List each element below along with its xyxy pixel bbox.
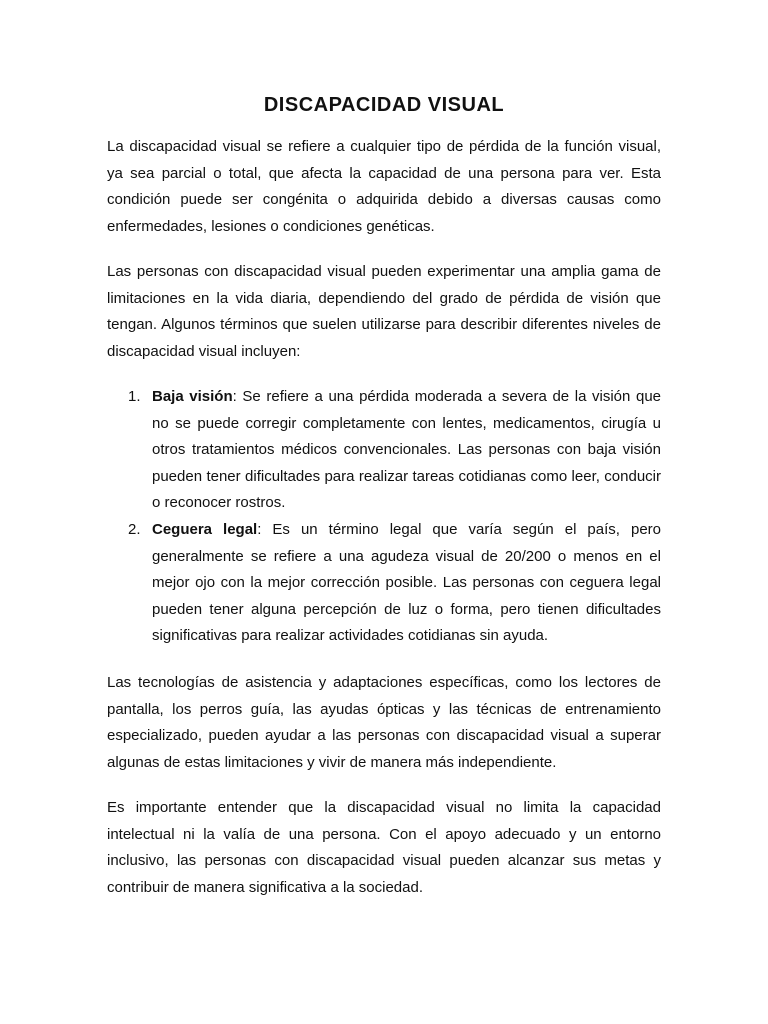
paragraph-assistive-technology: Las tecnologías de asistencia y adaptaciones específicas, como los lectores de pantalla, los perros guía, las ayudas ópticas y las técnicas de entrenamiento especializado, pueden ayudar a las personas con discapacidad visual a superar algunas de estas limitaciones y vivir de manera más independiente.: [107, 674, 661, 771]
list-item-text: : Es un término legal que varía según el país, pero generalmente se refiere a una agudeza visual de 20/200 o menos en el mejor ojo con la mejor corrección posible. Las personas con ceguera legal pueden tener alguna percepción de luz o forma, pero tienen dificultades significativas para realizar actividades cotidianas sin ayuda.: [152, 520, 661, 645]
paragraph-limitations: Las personas con discapacidad visual pueden experimentar una amplia gama de limitaciones en la vida diaria, dependiendo del grado de pérdida de visión que tengan. Algunos términos que suelen utilizarse para describir diferentes niveles de discapacidad visual incluyen:: [107, 263, 661, 360]
list-item-number: 1.: [128, 388, 141, 405]
document-title: DISCAPACIDAD VISUAL: [263, 94, 505, 116]
list-item-text: : Se refiere a una pérdida moderada a severa de la visión que no se puede corregir completamente con lentes, medicamentos, cirugía u otros tratamientos médicos convencionales. Las personas con baja visión pueden tener dificultades para realizar tareas cotidianas como leer, conducir o reconocer rostros.: [152, 388, 661, 512]
paragraph-conclusion: Es importante entender que la discapacidad visual no limita la capacidad intelectual ni la valía de una persona. Con el apoyo adecuado y un entorno inclusivo, las personas con discapacidad visual pueden alcanzar sus metas y contribuir de manera significativa a la sociedad.: [107, 799, 661, 896]
list-item-low-vision: [107, 384, 661, 517]
list-item-term: Ceguera legal: [152, 520, 258, 538]
visual-levels-list: [107, 384, 661, 650]
list-item-number: 2.: [128, 520, 141, 538]
paragraph-intro: La discapacidad visual se refiere a cualquier tipo de pérdida de la función visual, ya sea parcial o total, que afecta la capacidad de una persona para ver. Esta condición puede ser congénita o adquirida debido a diversas causas como enfermedades, lesiones o condiciones genéticas.: [107, 138, 661, 235]
list-item-term: Baja visión: [152, 388, 233, 405]
list-item-legal-blindness: [107, 517, 661, 650]
